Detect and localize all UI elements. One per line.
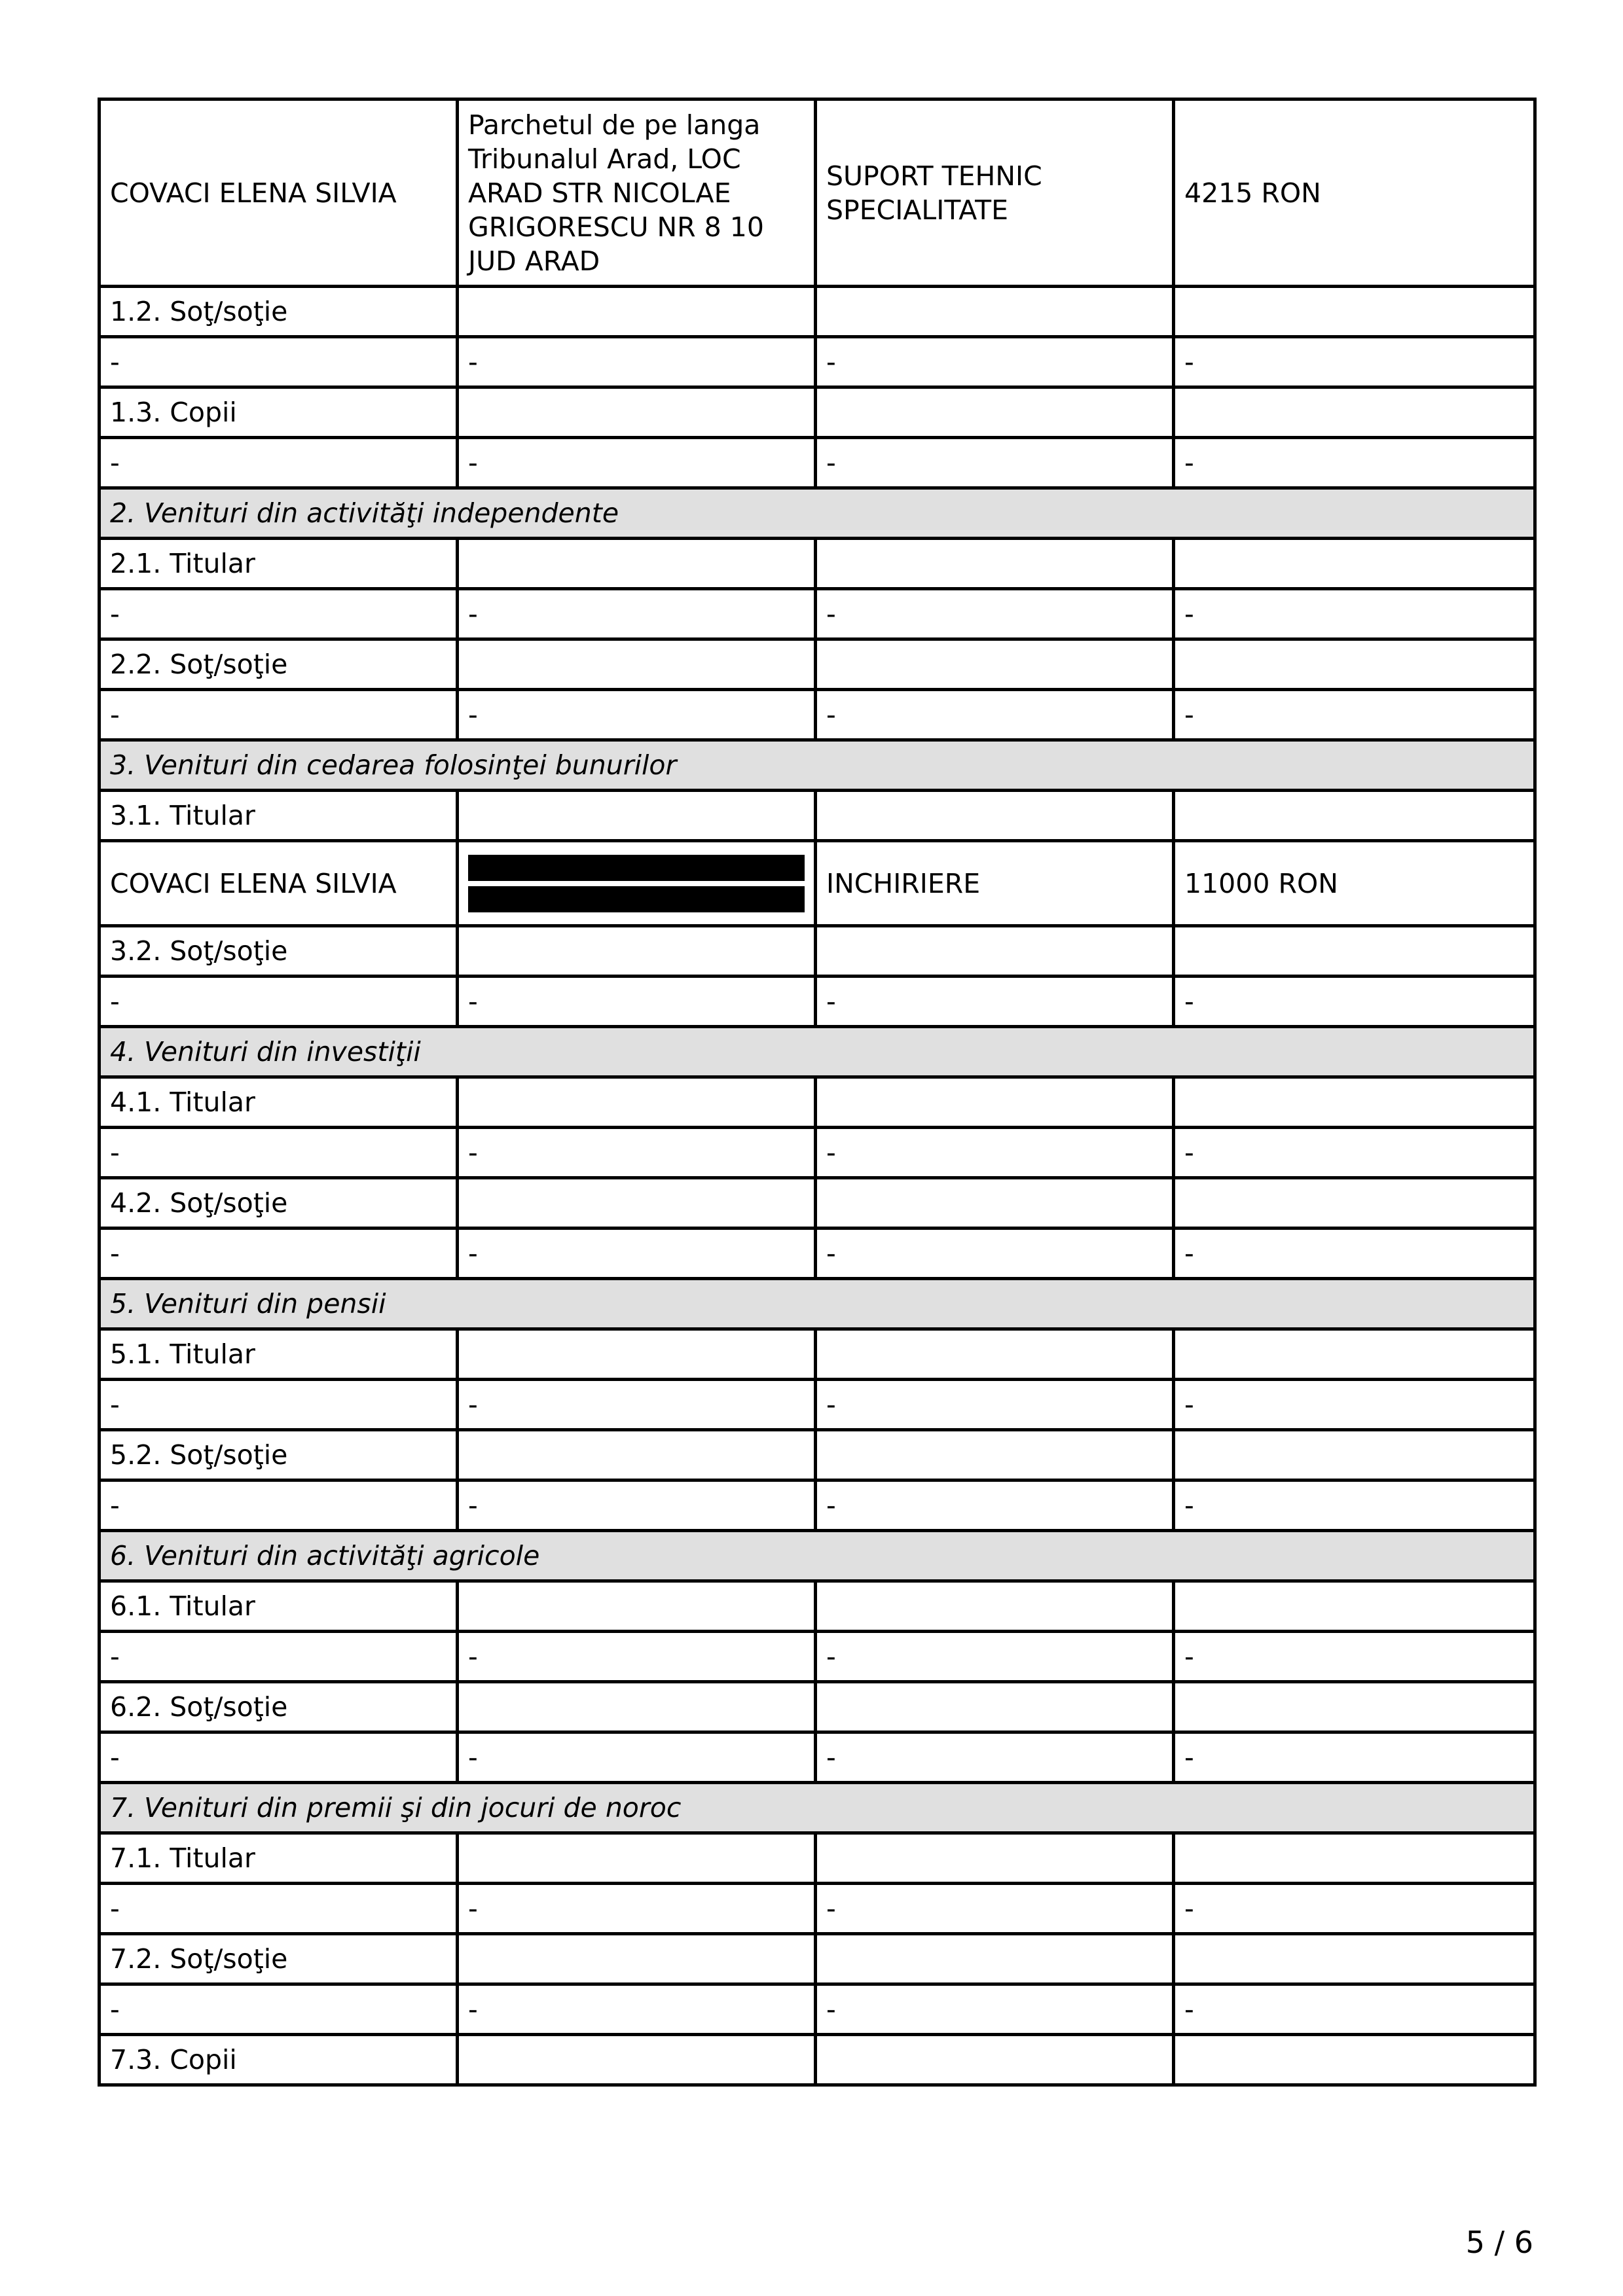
subsection-label: 7.2. Soţ/soţie [100, 1934, 458, 1984]
beneficiary-cell: - [100, 589, 458, 639]
service-cell: - [816, 1732, 1174, 1783]
redaction-bar [468, 886, 805, 912]
source-cell: - [458, 1380, 816, 1430]
income-amount-cell: - [1174, 1229, 1535, 1279]
section-title: 3. Venituri din cedarea folosinţei bunurilor [100, 740, 1535, 791]
service-cell: - [816, 1128, 1174, 1178]
empty-cell [1174, 926, 1535, 977]
income-amount-cell: - [1174, 1632, 1535, 1682]
empty-cell [458, 387, 816, 438]
income-amount-cell: 4215 RON [1174, 99, 1535, 287]
subsection-row [100, 791, 1535, 841]
subsection-label: 6.1. Titular [100, 1581, 458, 1632]
source-cell: - [458, 690, 816, 740]
service-cell: - [816, 589, 1174, 639]
subsection-row [100, 1178, 1535, 1229]
income-amount-cell: - [1174, 1380, 1535, 1430]
subsection-label: 1.3. Copii [100, 387, 458, 438]
income-amount-cell: - [1174, 589, 1535, 639]
beneficiary-cell: - [100, 1732, 458, 1783]
table-row [100, 1884, 1535, 1934]
empty-cell [458, 1077, 816, 1128]
subsection-label: 4.1. Titular [100, 1077, 458, 1128]
table-row [100, 589, 1535, 639]
source-cell: - [458, 1128, 816, 1178]
beneficiary-cell: COVACI ELENA SILVIA [100, 99, 458, 287]
section-title: 2. Venituri din activităţi independente [100, 488, 1535, 539]
beneficiary-cell: - [100, 1480, 458, 1531]
subsection-row [100, 2035, 1535, 2085]
empty-cell [816, 539, 1174, 589]
empty-cell [1174, 1077, 1535, 1128]
subsection-label: 7.3. Copii [100, 2035, 458, 2085]
subsection-label: 3.2. Soţ/soţie [100, 926, 458, 977]
income-table-body [100, 99, 1535, 2085]
empty-cell [1174, 1178, 1535, 1229]
beneficiary-cell: - [100, 1632, 458, 1682]
income-amount-cell: - [1174, 1128, 1535, 1178]
subsection-row [100, 926, 1535, 977]
table-row [100, 977, 1535, 1027]
beneficiary-cell: - [100, 1229, 458, 1279]
subsection-row [100, 1329, 1535, 1380]
empty-cell [458, 1581, 816, 1632]
beneficiary-cell: - [100, 690, 458, 740]
section-title: 6. Venituri din activităţi agricole [100, 1531, 1535, 1581]
subsection-label: 5.1. Titular [100, 1329, 458, 1380]
subsection-row [100, 1682, 1535, 1732]
subsection-label: 5.2. Soţ/soţie [100, 1430, 458, 1480]
table-row [100, 1128, 1535, 1178]
empty-cell [458, 926, 816, 977]
beneficiary-cell: - [100, 1380, 458, 1430]
subsection-row [100, 1581, 1535, 1632]
section-header-row [100, 1279, 1535, 1329]
empty-cell [1174, 639, 1535, 690]
subsection-row [100, 1934, 1535, 1984]
income-amount-cell: - [1174, 977, 1535, 1027]
empty-cell [1174, 539, 1535, 589]
section-title: 7. Venituri din premii şi din jocuri de noroc [100, 1783, 1535, 1833]
service-cell: - [816, 1480, 1174, 1531]
subsection-label: 6.2. Soţ/soţie [100, 1682, 458, 1732]
empty-cell [816, 387, 1174, 438]
service-cell: - [816, 1884, 1174, 1934]
service-cell: - [816, 1632, 1174, 1682]
beneficiary-cell: - [100, 1984, 458, 2035]
empty-cell [458, 1682, 816, 1732]
page-number: 5 / 6 [1465, 2225, 1533, 2260]
beneficiary-cell: - [100, 438, 458, 488]
empty-cell [1174, 791, 1535, 841]
income-amount-cell: - [1174, 1480, 1535, 1531]
subsection-label: 2.2. Soţ/soţie [100, 639, 458, 690]
empty-cell [816, 1178, 1174, 1229]
empty-cell [816, 926, 1174, 977]
income-table [98, 98, 1537, 2087]
empty-cell [1174, 1682, 1535, 1732]
service-cell: - [816, 1984, 1174, 2035]
service-cell: - [816, 438, 1174, 488]
table-row [100, 1732, 1535, 1783]
subsection-label: 2.1. Titular [100, 539, 458, 589]
section-header-row [100, 1531, 1535, 1581]
subsection-label: 4.2. Soţ/soţie [100, 1178, 458, 1229]
subsection-row [100, 287, 1535, 337]
source-cell: - [458, 977, 816, 1027]
subsection-label: 1.2. Soţ/soţie [100, 287, 458, 337]
empty-cell [816, 1329, 1174, 1380]
redacted-source-cell [458, 841, 816, 926]
subsection-row [100, 387, 1535, 438]
empty-cell [1174, 287, 1535, 337]
subsection-row [100, 1430, 1535, 1480]
empty-cell [816, 287, 1174, 337]
beneficiary-cell: - [100, 977, 458, 1027]
table-row [100, 841, 1535, 926]
source-cell: - [458, 1984, 816, 2035]
empty-cell [1174, 1430, 1535, 1480]
empty-cell [816, 1077, 1174, 1128]
source-cell: Parchetul de pe langa Tribunalul Arad, LOC ARAD STR NICOLAE GRIGORESCU NR 8 10 JUD ARAD [458, 99, 816, 287]
income-amount-cell: - [1174, 438, 1535, 488]
redaction-bar [468, 855, 805, 881]
empty-cell [816, 2035, 1174, 2085]
empty-cell [458, 1178, 816, 1229]
section-header-row [100, 740, 1535, 791]
beneficiary-cell: - [100, 1128, 458, 1178]
source-cell: - [458, 1884, 816, 1934]
beneficiary-cell: - [100, 1884, 458, 1934]
table-row [100, 1480, 1535, 1531]
income-amount-cell: - [1174, 1884, 1535, 1934]
empty-cell [816, 639, 1174, 690]
table-row [100, 1229, 1535, 1279]
empty-cell [458, 2035, 816, 2085]
source-cell: - [458, 438, 816, 488]
empty-cell [816, 1833, 1174, 1884]
source-cell: - [458, 1229, 816, 1279]
income-amount-cell: - [1174, 337, 1535, 387]
empty-cell [816, 1682, 1174, 1732]
income-amount-cell: 11000 RON [1174, 841, 1535, 926]
source-cell: - [458, 589, 816, 639]
empty-cell [1174, 1833, 1535, 1884]
table-row [100, 99, 1535, 287]
empty-cell [1174, 1934, 1535, 1984]
income-amount-cell: - [1174, 1732, 1535, 1783]
subsection-label: 3.1. Titular [100, 791, 458, 841]
empty-cell [1174, 387, 1535, 438]
service-cell: - [816, 337, 1174, 387]
beneficiary-cell: COVACI ELENA SILVIA [100, 841, 458, 926]
source-cell: - [458, 337, 816, 387]
section-title: 5. Venituri din pensii [100, 1279, 1535, 1329]
section-header-row [100, 488, 1535, 539]
source-cell: - [458, 1632, 816, 1682]
table-row [100, 337, 1535, 387]
empty-cell [458, 1430, 816, 1480]
empty-cell [458, 287, 816, 337]
section-title: 4. Venituri din investiţii [100, 1027, 1535, 1077]
service-cell: - [816, 1229, 1174, 1279]
section-header-row [100, 1027, 1535, 1077]
empty-cell [816, 1934, 1174, 1984]
empty-cell [458, 1329, 816, 1380]
service-cell: SUPORT TEHNIC SPECIALITATE [816, 99, 1174, 287]
income-amount-cell: - [1174, 690, 1535, 740]
empty-cell [1174, 2035, 1535, 2085]
subsection-row [100, 639, 1535, 690]
subsection-row [100, 1833, 1535, 1884]
subsection-row [100, 539, 1535, 589]
empty-cell [1174, 1329, 1535, 1380]
empty-cell [458, 539, 816, 589]
source-cell: - [458, 1480, 816, 1531]
table-row [100, 690, 1535, 740]
source-cell: - [458, 1732, 816, 1783]
empty-cell [458, 1934, 816, 1984]
empty-cell [816, 1430, 1174, 1480]
subsection-label: 7.1. Titular [100, 1833, 458, 1884]
empty-cell [458, 639, 816, 690]
income-amount-cell: - [1174, 1984, 1535, 2035]
empty-cell [458, 1833, 816, 1884]
empty-cell [458, 791, 816, 841]
empty-cell [816, 791, 1174, 841]
service-cell: - [816, 977, 1174, 1027]
empty-cell [1174, 1581, 1535, 1632]
service-cell: INCHIRIERE [816, 841, 1174, 926]
service-cell: - [816, 690, 1174, 740]
beneficiary-cell: - [100, 337, 458, 387]
subsection-row [100, 1077, 1535, 1128]
table-row [100, 1984, 1535, 2035]
table-row [100, 1380, 1535, 1430]
table-row [100, 1632, 1535, 1682]
empty-cell [816, 1581, 1174, 1632]
table-row [100, 438, 1535, 488]
section-header-row [100, 1783, 1535, 1833]
service-cell: - [816, 1380, 1174, 1430]
